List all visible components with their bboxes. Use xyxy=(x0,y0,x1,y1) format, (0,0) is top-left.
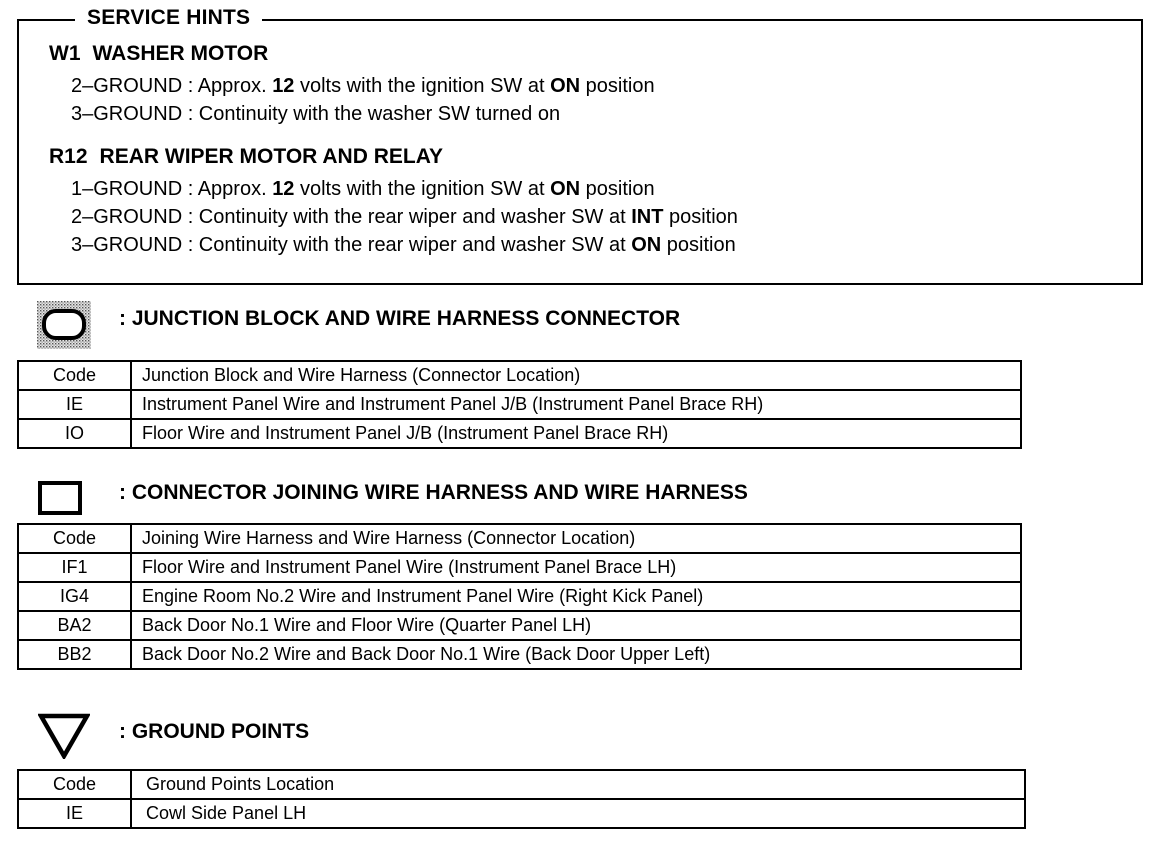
row-desc: Back Door No.1 Wire and Floor Wire (Quarter Panel LH) xyxy=(131,611,1021,640)
row-code: IO xyxy=(18,419,131,448)
connector-table xyxy=(17,523,1022,670)
row-code: IF1 xyxy=(18,553,131,582)
junction-section-title: : JUNCTION BLOCK AND WIRE HARNESS CONNECTOR xyxy=(119,307,681,330)
table-header-row xyxy=(18,524,1021,553)
header-desc: Ground Points Location xyxy=(131,770,1025,799)
junction-block-icon xyxy=(37,301,91,349)
hint-line: 1–GROUND : Approx. 12 volts with the ignition SW at ON position xyxy=(71,178,655,200)
table-row xyxy=(18,640,1021,669)
part-w1-title xyxy=(49,42,268,66)
table-header-row xyxy=(18,361,1021,390)
hint-line: 2–GROUND : Approx. 12 volts with the ignition SW at ON position xyxy=(71,75,655,97)
header-code: Code xyxy=(18,770,131,799)
row-desc: Instrument Panel Wire and Instrument Panel J/B (Instrument Panel Brace RH) xyxy=(131,390,1021,419)
row-code: BB2 xyxy=(18,640,131,669)
table-row xyxy=(18,553,1021,582)
row-code: IG4 xyxy=(18,582,131,611)
row-desc: Floor Wire and Instrument Panel Wire (Instrument Panel Brace LH) xyxy=(131,553,1021,582)
part-name: WASHER MOTOR xyxy=(92,42,269,65)
ground-table xyxy=(17,769,1026,829)
table-row xyxy=(18,390,1021,419)
row-code: BA2 xyxy=(18,611,131,640)
part-code: W1 xyxy=(49,42,81,65)
table-row xyxy=(18,611,1021,640)
table-row xyxy=(18,582,1021,611)
junction-table xyxy=(17,360,1022,449)
row-desc: Engine Room No.2 Wire and Instrument Panel Wire (Right Kick Panel) xyxy=(131,582,1021,611)
header-code: Code xyxy=(18,361,131,390)
row-desc: Floor Wire and Instrument Panel J/B (Instrument Panel Brace RH) xyxy=(131,419,1021,448)
row-code: IE xyxy=(18,799,131,828)
service-hints-title: SERVICE HINTS xyxy=(75,6,262,30)
header-desc: Joining Wire Harness and Wire Harness (Connector Location) xyxy=(131,524,1021,553)
hint-line: 3–GROUND : Continuity with the rear wiper and washer SW at ON position xyxy=(71,234,736,256)
connector-box-icon xyxy=(38,481,82,515)
header-code: Code xyxy=(18,524,131,553)
part-code: R12 xyxy=(49,145,88,168)
connector-section-title: : CONNECTOR JOINING WIRE HARNESS AND WIRE HARNESS xyxy=(119,481,748,504)
table-row xyxy=(18,799,1025,828)
ground-section-title: : GROUND POINTS xyxy=(119,720,310,743)
ground-triangle-icon xyxy=(38,713,90,759)
part-name: REAR WIPER MOTOR AND RELAY xyxy=(99,145,443,168)
row-desc: Cowl Side Panel LH xyxy=(131,799,1025,828)
part-r12-title xyxy=(49,145,443,169)
header-desc: Junction Block and Wire Harness (Connector Location) xyxy=(131,361,1021,390)
table-row xyxy=(18,419,1021,448)
hint-line: 3–GROUND : Continuity with the washer SW turned on xyxy=(71,103,561,125)
row-code: IE xyxy=(18,390,131,419)
hint-line: 2–GROUND : Continuity with the rear wiper and washer SW at INT position xyxy=(71,206,738,228)
table-header-row xyxy=(18,770,1025,799)
row-desc: Back Door No.2 Wire and Back Door No.1 Wire (Back Door Upper Left) xyxy=(131,640,1021,669)
